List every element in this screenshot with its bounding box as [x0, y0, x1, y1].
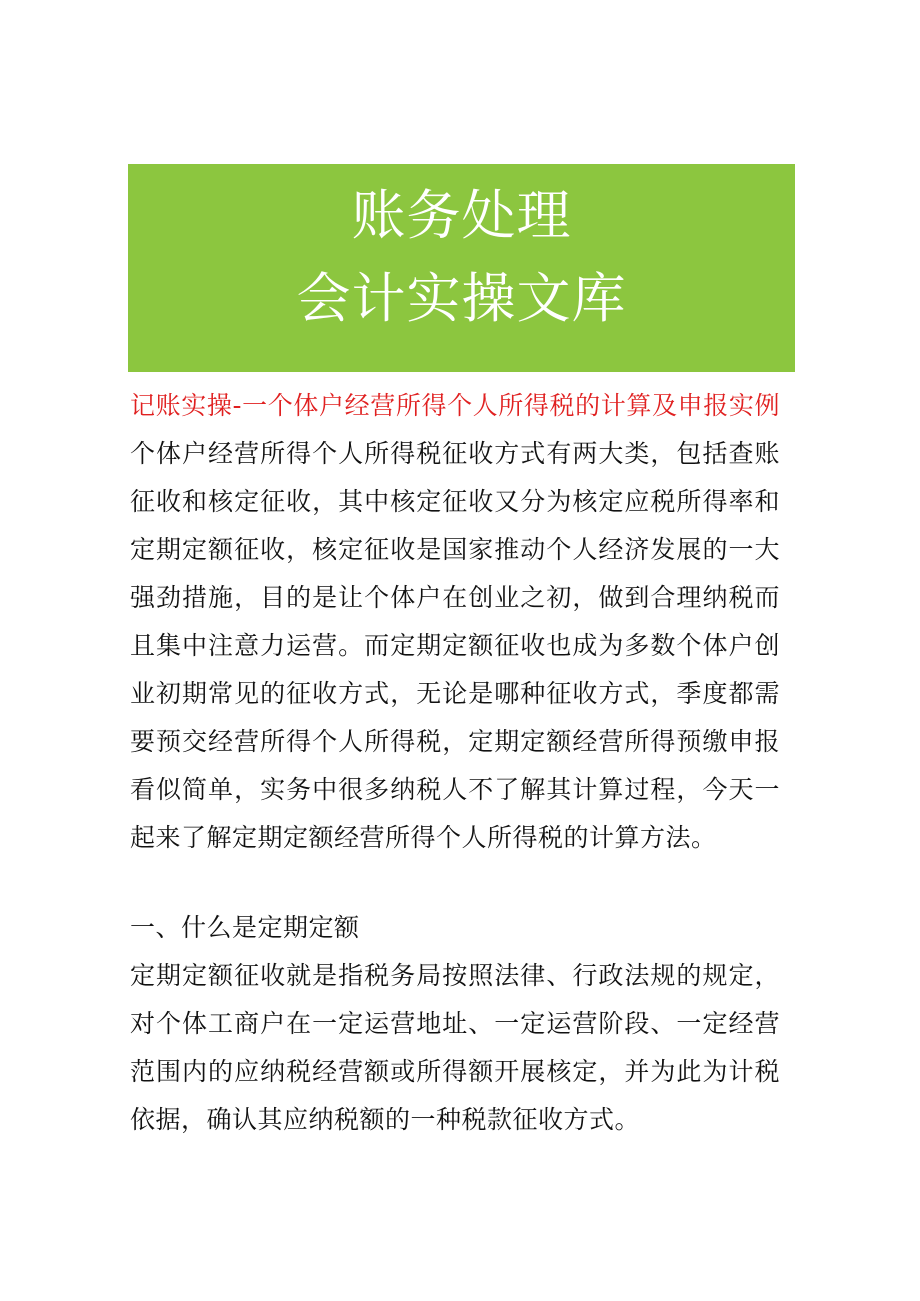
- intro-text: 个体户经营所得个人所得税征收方式有两大类，包括查账征收和核定征收，其中核定征收又分为核定应税所得率和定期定额征收，核定征收是国家推动个人经济发展的一大强劲措施，目的是让个体户在创业之初，做到合理纳税而且集中注意力运营。而定期定额征收也成为多数个体户创业初期常见的征收方式，无论是哪种征收方式，季度都需要预交经营所得个人所得税，定期定额经营所得预缴申报看似简单，实务中很多纳税人不了解其计算过程，今天一起来了解定期定额经营所得个人所得税的计算方法。: [130, 439, 780, 852]
- article-title: 记账实操-一个体户经营所得个人所得税的计算及申报实例: [130, 391, 780, 420]
- section-heading: 一、什么是定期定额: [130, 913, 360, 942]
- article-body: [130, 382, 780, 1144]
- banner-title: 账务处理: [351, 184, 572, 247]
- header-banner: [128, 164, 795, 372]
- banner-subtitle: 会计实操文库: [296, 267, 627, 330]
- intro-paragraph: [130, 382, 780, 862]
- section-paragraph: 定期定额征收就是指税务局按照法律、行政法规的规定，对个体工商户在一定运营地址、一定运营阶段、一定经营范围内的应纳税经营额或所得额开展核定，并为此为计税依据，确认其应纳税额的一种税款征收方式。: [130, 961, 780, 1134]
